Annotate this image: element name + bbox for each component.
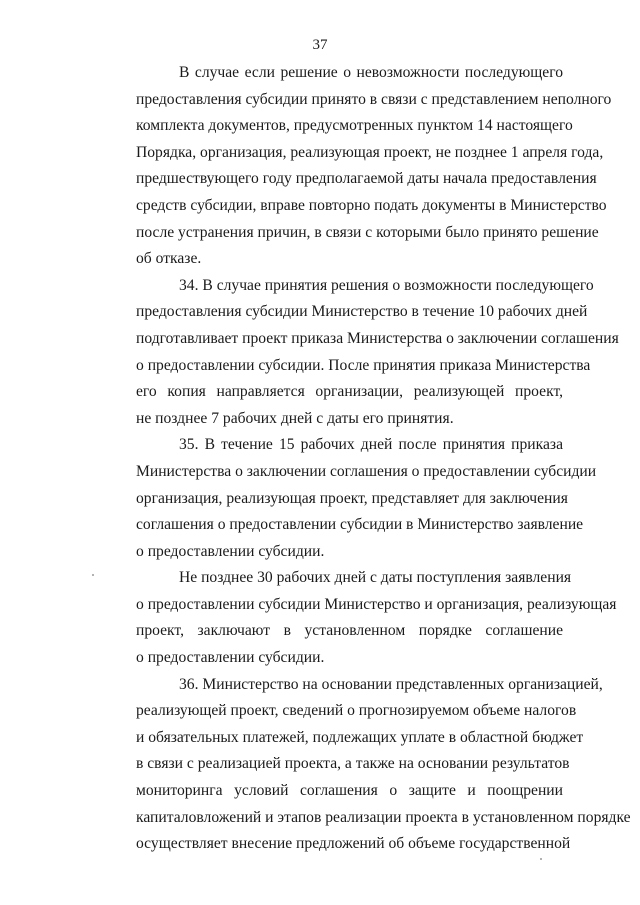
text-line: организация, реализующая проект, представляет для заключения <box>136 489 568 507</box>
paragraph-item-35 <box>93 432 597 565</box>
text-line: Министерства о заключении соглашения о предоставлении субсидии <box>136 462 597 480</box>
text-line: 35. В течение 15 рабочих дней после принятия приказа <box>179 436 563 454</box>
text-line: капиталовложений и этапов реализации проекта в установленном порядке <box>136 808 631 826</box>
text-line: не позднее 7 рабочих дней с даты его принятия. <box>136 409 454 427</box>
document-body <box>93 60 631 858</box>
text-line: В случае если решение о невозможности последующего <box>179 64 563 81</box>
text-line: комплекта документов, предусмотренных пунктом 14 настоящего <box>136 117 573 135</box>
paragraph-item-36 <box>93 672 631 858</box>
text-line: о предоставлении субсидии. <box>136 649 325 667</box>
scan-speck <box>540 858 542 860</box>
paragraph-agreement-deadline <box>93 565 617 671</box>
text-line: Порядка, организация, реализующая проект, не позднее 1 апреля года, <box>136 143 604 161</box>
text-line: 34. В случае принятия решения о возможности последующего <box>179 276 594 294</box>
paragraph-item-34 <box>93 273 619 433</box>
text-line: Не позднее 30 рабочих дней с даты поступления заявления <box>179 569 572 587</box>
text-line: соглашения о предоставлении субсидии в Министерство заявление <box>136 516 584 534</box>
text-line: средств субсидии, вправе повторно подать документы в Министерство <box>136 196 607 214</box>
text-line: в связи с реализацией проекта, а также на основании результатов <box>136 755 570 773</box>
text-line: об отказе. <box>136 250 202 268</box>
scan-speck <box>92 574 94 576</box>
text-line: 36. Министерство на основании представленных организацией, <box>179 675 603 693</box>
text-line: мониторинга условий соглашения о защите и поощрении <box>136 782 563 800</box>
text-line: после устранения причин, в связи с которыми было принято решение <box>136 223 599 241</box>
text-line: проект, заключают в установленном порядке соглашение <box>136 622 563 640</box>
text-line: о предоставлении субсидии Министерство и организация, реализующая <box>136 595 617 613</box>
text-line: предшествующего году предполагаемой даты начала предоставления <box>136 170 597 188</box>
text-line: о предоставлении субсидии. После принятия приказа Министерства <box>136 356 591 374</box>
text-line: осуществляет внесение предложений об объеме государственной <box>136 835 571 853</box>
text-line: о предоставлении субсидии. <box>136 542 325 560</box>
text-line: и обязательных платежей, подлежащих уплате в областной бюджет <box>136 728 584 746</box>
text-line: реализующей проект, сведений о прогнозируемом объеме налогов <box>136 702 577 720</box>
text-line: предоставления субсидии принято в связи с представлением неполного <box>136 90 612 108</box>
page-number: 37 <box>312 37 328 53</box>
paragraph-refusal-resubmission <box>93 60 612 273</box>
text-line: подготавливает проект приказа Министерства о заключении соглашения <box>136 329 619 347</box>
text-line: его копия направляется организации, реализующей проект, <box>136 383 563 401</box>
text-line: предоставления субсидии Министерство в течение 10 рабочих дней <box>136 303 588 321</box>
